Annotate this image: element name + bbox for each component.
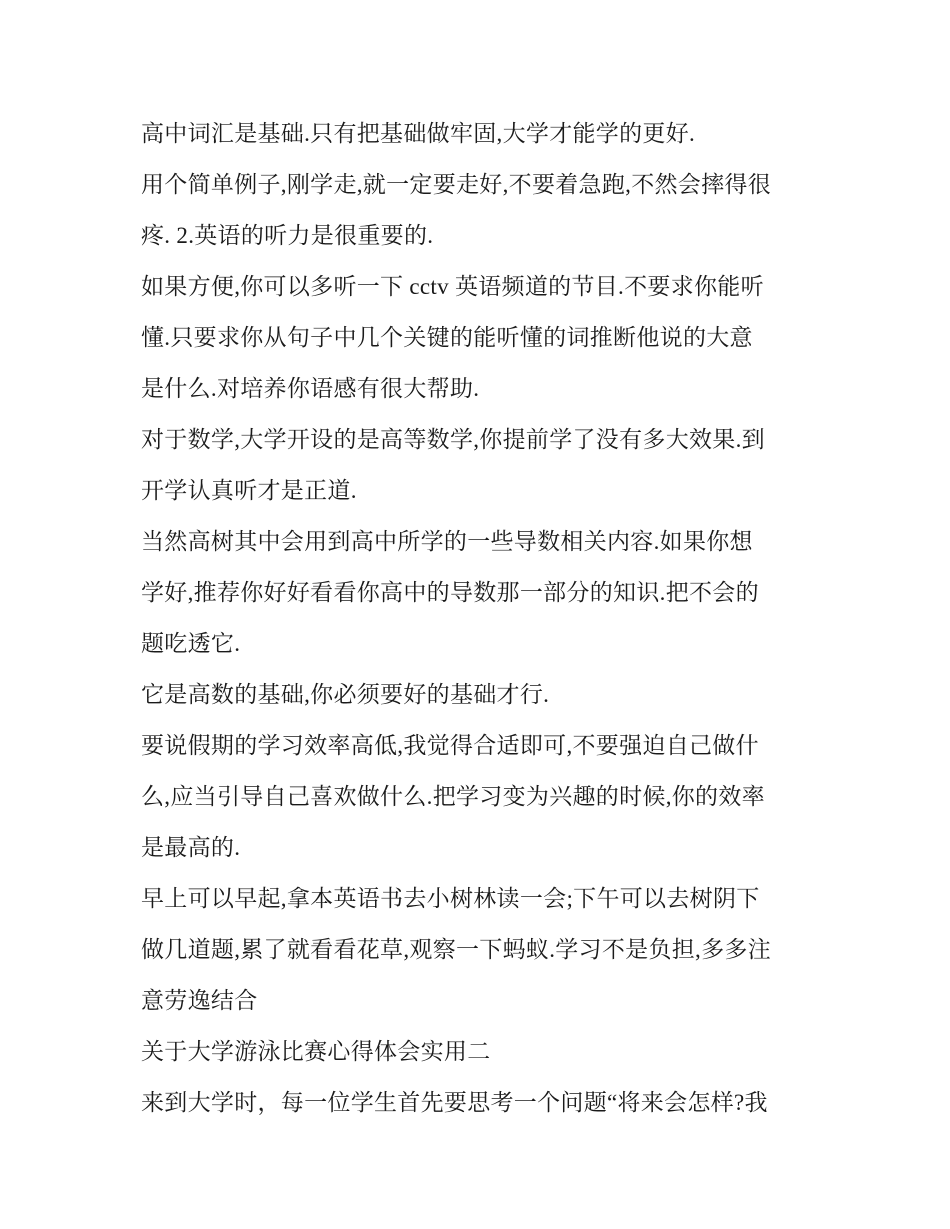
paragraph-6 [141,669,821,720]
text-line: 做几道题,累了就看看花草,观察一下蚂蚁.学习不是负担,多多注 [141,937,771,962]
section-heading [141,1026,821,1077]
text-line: 是最高的. [141,835,241,860]
text-line: 意劳逸结合 [141,988,258,1013]
paragraph-5 [141,516,821,669]
text-line: 早上可以早起,拿本英语书去小树林读一会;下午可以去树阴下 [141,886,760,911]
text-line: 它是高数的基础,你必须要好的基础才行. [141,682,550,707]
document-body [141,108,821,1128]
text-line: 要说假期的学习效率高低,我觉得合适即可,不要强迫自己做什 [141,733,759,758]
text-line: 么,应当引导自己喜欢做什么.把学习变为兴趣的时候,你的效率 [141,784,765,809]
text-line: 是什么.对培养你语感有很大帮助. [141,376,480,401]
heading-line: 关于大学游泳比赛心得体会实用二 [141,1039,491,1064]
text-line: 高中词汇是基础.只有把基础做牢固,大学才能学的更好. [141,121,696,146]
paragraph-2 [141,159,821,261]
text-line: 开学认真听才是正道. [141,478,357,503]
text-line: 当然高树其中会用到高中所学的一些导数相关内容.如果你想 [141,529,753,554]
text-line: 对于数学,大学开设的是高等数学,你提前学了没有多大效果.到 [141,427,765,452]
paragraph-3 [141,261,821,414]
text-line: 学好,推荐你好好看看你高中的导数那一部分的知识.把不会的 [141,580,759,605]
paragraph-10 [141,1077,821,1128]
text-line: 来到大学时，每一位学生首先要思考一个问题“将来会怎样?我 [141,1090,768,1115]
text-line: 如果方便,你可以多听一下 cctv 英语频道的节目.不要求你能听 [141,274,764,299]
paragraph-1 [141,108,821,159]
text-line: 懂.只要求你从句子中几个关键的能听懂的词推断他说的大意 [141,325,753,350]
text-line: 题吃透它. [141,631,241,656]
paragraph-4 [141,414,821,516]
paragraph-7 [141,720,821,873]
text-line: 用个简单例子,刚学走,就一定要走好,不要着急跑,不然会摔得很 [141,172,771,197]
paragraph-8 [141,873,821,1026]
text-line: 疼. 2.英语的听力是很重要的. [141,223,434,248]
